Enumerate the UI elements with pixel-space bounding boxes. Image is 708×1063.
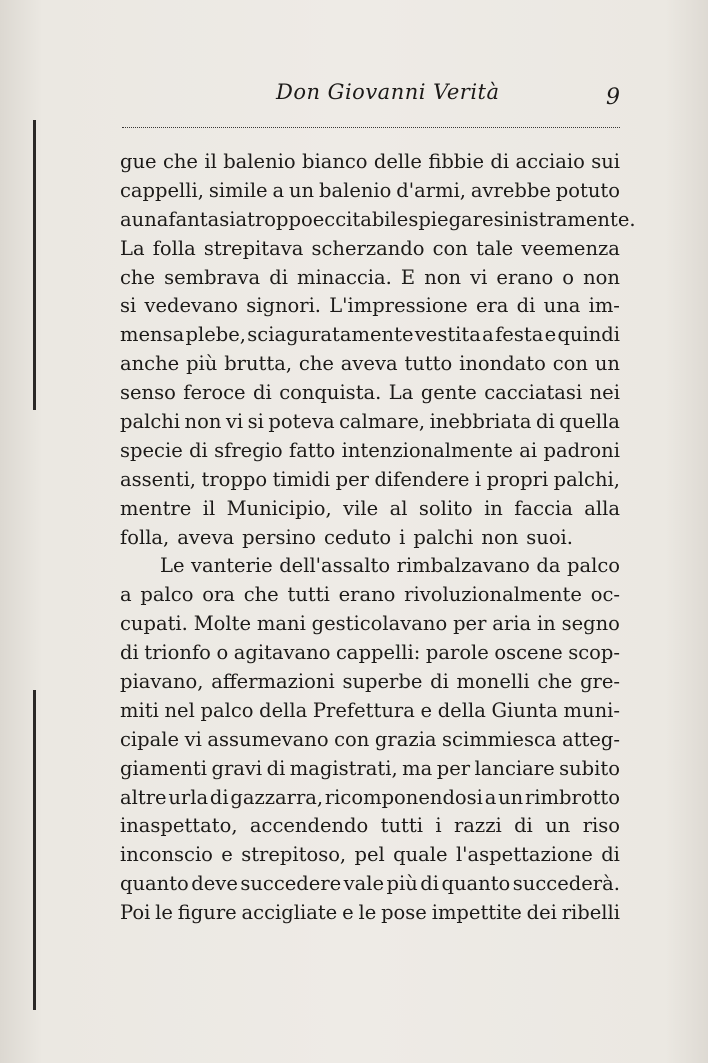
- text-line: a palco ora che tutti erano rivoluzionalmente oc-: [120, 583, 620, 607]
- text-line: Poi le figure accigliate e le pose impettite dei ribelli: [120, 901, 620, 925]
- text-line: inaspettato, accendendo tutti i razzi di un riso: [120, 814, 620, 838]
- text-line: a una fantasia troppo eccitabile spiegare sinistramente.: [120, 207, 636, 231]
- page-number: 9: [606, 85, 620, 110]
- text-line: folla, aveva persino ceduto i palchi non suoi.: [120, 525, 573, 549]
- text-line: anche più brutta, che aveva tutto inondato con un: [120, 352, 620, 376]
- running-title: Don Giovanni Verità: [276, 80, 500, 104]
- header-rule: [122, 127, 620, 128]
- text-line: La folla strepitava scherzando con tale veemenza: [120, 236, 620, 260]
- text-line: senso feroce di conquista. La gente cacciatasi nei: [120, 381, 620, 405]
- text-line: si vedevano signori. L'impressione era di una im-: [120, 294, 620, 318]
- text-line: di trionfo o agitavano cappelli: parole oscene scop-: [120, 641, 620, 665]
- text-line: altre urla di gazzarra, ricomponendosi a un rimbrotto: [120, 785, 620, 809]
- text-line: palchi non vi si poteva calmare, inebbriata di quella: [120, 410, 620, 434]
- text-line: quanto deve succedere vale più di quanto succederà.: [120, 872, 620, 896]
- text-line: specie di sfregio fatto intenzionalmente ai padroni: [120, 438, 620, 462]
- text-line: mentre il Municipio, vile al solito in faccia alla: [120, 496, 620, 520]
- text-line: cupati. Molte mani gesticolavano per aria in segno: [120, 612, 620, 636]
- spine-shadow-line: [33, 120, 36, 410]
- text-line: giamenti gravi di magistrati, ma per lanciare subito: [120, 756, 620, 780]
- text-line: cipale vi assumevano con grazia scimmiesca atteg-: [120, 727, 620, 751]
- text-line: miti nel palco della Prefettura e della Giunta muni-: [120, 698, 620, 722]
- body-text: [120, 148, 636, 928]
- text-line: gue che il balenio bianco delle fibbie di acciaio sui: [120, 150, 620, 173]
- text-line: inconscio e strepitoso, pel quale l'aspettazione di: [120, 843, 620, 867]
- text-line: cappelli, simile a un balenio d'armi, avrebbe potuto: [120, 178, 620, 202]
- text-line: Le vanterie dell'assalto rimbalzavano da palco: [160, 554, 620, 578]
- text-line: piavano, affermazioni superbe di monelli che gre-: [120, 670, 620, 694]
- text-line: che sembrava di minaccia. E non vi erano o non: [120, 265, 620, 289]
- text-line: assenti, troppo timidi per difendere i propri palchi,: [120, 467, 620, 491]
- running-head: [118, 80, 628, 114]
- text-line: mensa plebe, sciaguratamente vestita a festa e quindi: [120, 323, 620, 347]
- spine-shadow-line: [33, 690, 36, 1010]
